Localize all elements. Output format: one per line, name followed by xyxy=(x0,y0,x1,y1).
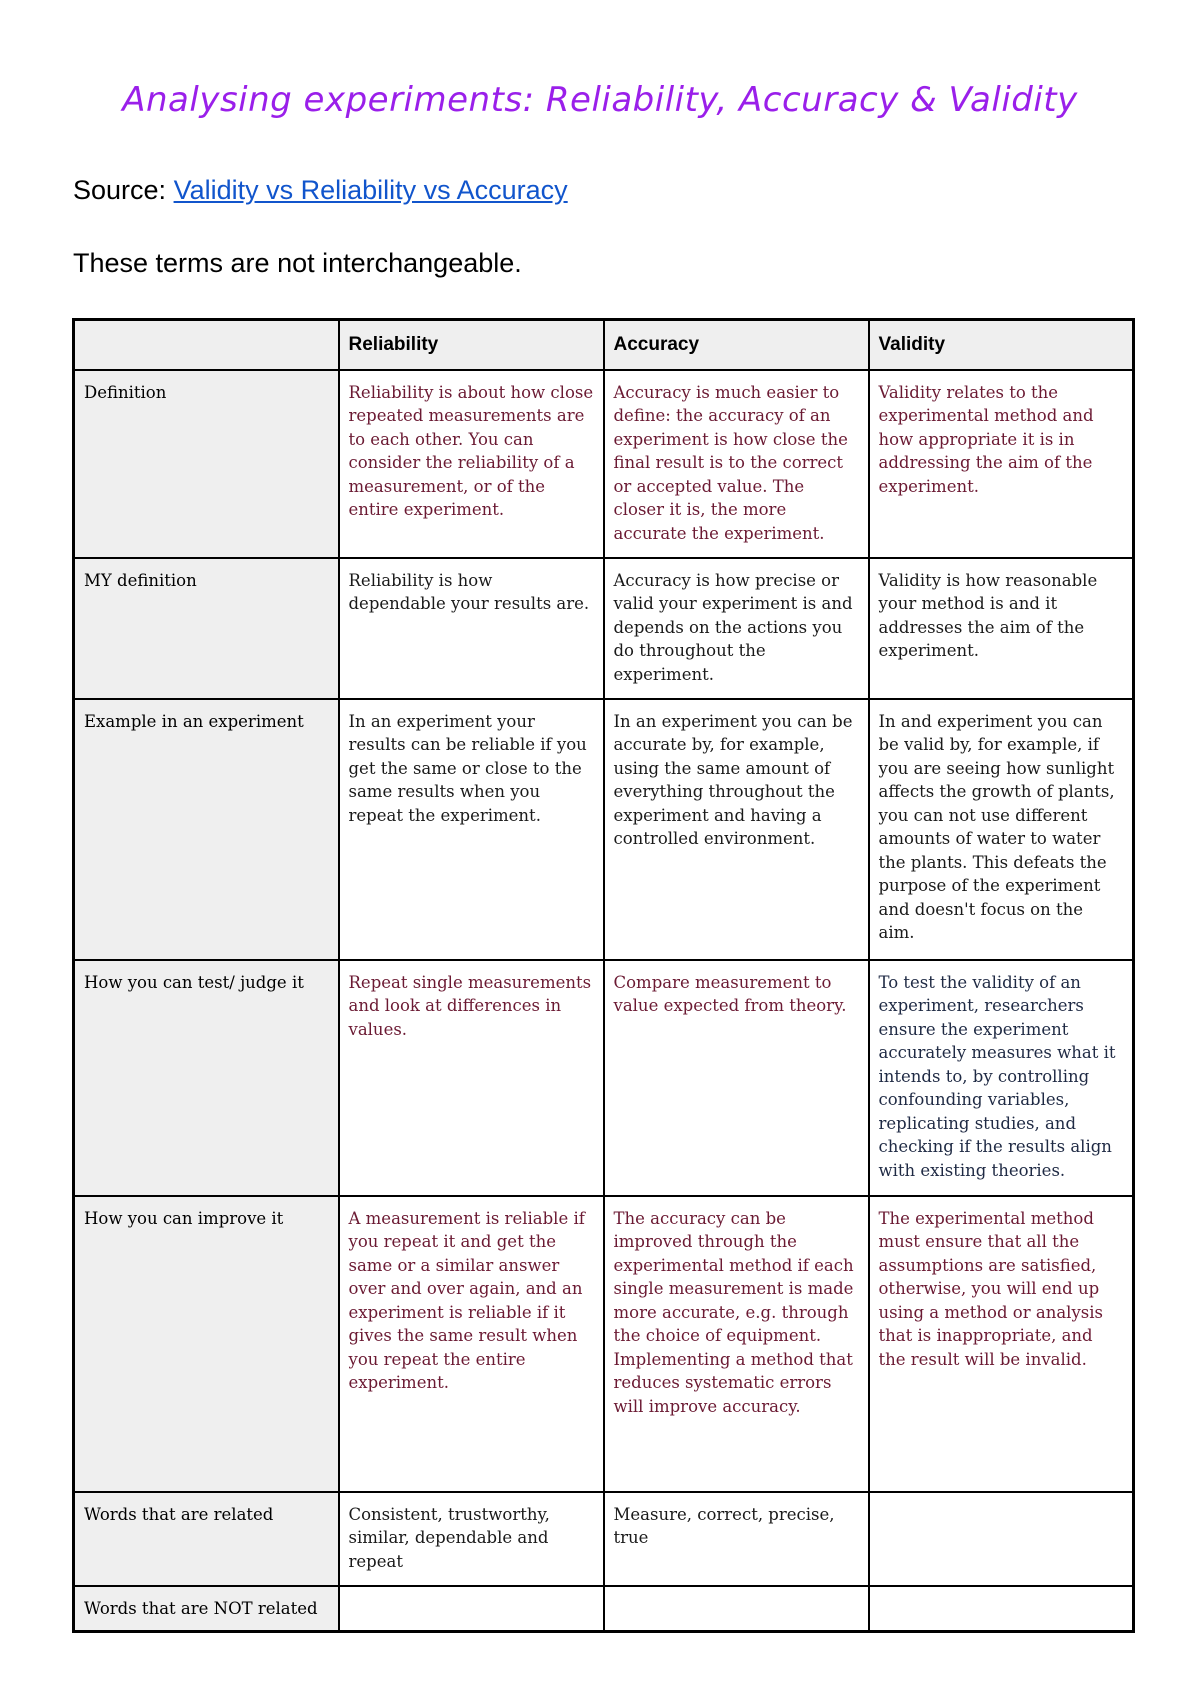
table-row xyxy=(74,1586,1134,1632)
cell-validity xyxy=(869,1492,1134,1586)
row-label: How you can improve it xyxy=(74,1196,339,1492)
table-row xyxy=(74,1196,1134,1492)
cell-accuracy: The accuracy can be improved through the experimental method if each single measurement is made more accurate, e.g. through the choice of equipment. Implementing a method that reduces systematic errors will improve accuracy. xyxy=(604,1196,869,1492)
cell-validity xyxy=(869,1586,1134,1632)
cell-reliability: Reliability is how dependable your results are. xyxy=(339,558,604,699)
row-label: How you can test/ judge it xyxy=(74,960,339,1196)
cell-accuracy: Accuracy is how precise or valid your experiment is and depends on the actions you do throughout the experiment. xyxy=(604,558,869,699)
header-empty xyxy=(74,320,339,370)
header-accuracy: Accuracy xyxy=(604,320,869,370)
cell-accuracy: Accuracy is much easier to define: the accuracy of an experiment is how close the final result is to the correct or accepted value. The closer it is, the more accurate the experiment. xyxy=(604,370,869,558)
table-row xyxy=(74,1492,1134,1586)
row-label: MY definition xyxy=(74,558,339,699)
header-validity: Validity xyxy=(869,320,1134,370)
table-header-row xyxy=(74,320,1134,370)
page-title: Analysing experiments: Reliability, Accuracy & Validity xyxy=(122,80,1078,120)
source-link[interactable]: Validity vs Reliability vs Accuracy xyxy=(173,175,568,205)
cell-accuracy: In an experiment you can be accurate by, for example, using the same amount of everything throughout the experiment and having a controlled environment. xyxy=(604,699,869,960)
table-row xyxy=(74,370,1134,558)
intro-note: These terms are not interchangeable. xyxy=(73,248,522,278)
comparison-table xyxy=(72,318,1135,1633)
row-label: Words that are NOT related xyxy=(74,1586,339,1632)
cell-validity: Validity relates to the experimental method and how appropriate it is in addressing the aim of the experiment. xyxy=(869,370,1134,558)
cell-validity: The experimental method must ensure that all the assumptions are satisfied, otherwise, you will end up using a method or analysis that is inappropriate, and the result will be invalid. xyxy=(869,1196,1134,1492)
source-line xyxy=(73,175,568,206)
cell-validity: Validity is how reasonable your method is and it addresses the aim of the experiment. xyxy=(869,558,1134,699)
cell-validity: To test the validity of an experiment, researchers ensure the experiment accurately measures what it intends to, by controlling confounding variables, replicating studies, and checking if the results align with existing theories. xyxy=(869,960,1134,1196)
cell-reliability: Repeat single measurements and look at differences in values. xyxy=(339,960,604,1196)
cell-reliability: In an experiment your results can be reliable if you get the same or close to the same results when you repeat the experiment. xyxy=(339,699,604,960)
cell-reliability: Consistent, trustworthy, similar, dependable and repeat xyxy=(339,1492,604,1586)
cell-reliability xyxy=(339,1586,604,1632)
source-label: Source: xyxy=(73,175,174,205)
table-row xyxy=(74,960,1134,1196)
row-label: Definition xyxy=(74,370,339,558)
cell-accuracy: Compare measurement to value expected from theory. xyxy=(604,960,869,1196)
row-label: Words that are related xyxy=(74,1492,339,1586)
header-reliability: Reliability xyxy=(339,320,604,370)
row-label: Example in an experiment xyxy=(74,699,339,960)
cell-accuracy: Measure, correct, precise, true xyxy=(604,1492,869,1586)
table-row xyxy=(74,699,1134,960)
table-row xyxy=(74,558,1134,699)
cell-accuracy xyxy=(604,1586,869,1632)
cell-validity: In and experiment you can be valid by, for example, if you are seeing how sunlight affects the growth of plants, you can not use different amounts of water to water the plants. This defeats the purpose of the experiment and doesn't focus on the aim. xyxy=(869,699,1134,960)
cell-reliability: Reliability is about how close repeated measurements are to each other. You can consider the reliability of a measurement, or of the entire experiment. xyxy=(339,370,604,558)
cell-reliability: A measurement is reliable if you repeat it and get the same or a similar answer over and over again, and an experiment is reliable if it gives the same result when you repeat the entire experiment. xyxy=(339,1196,604,1492)
